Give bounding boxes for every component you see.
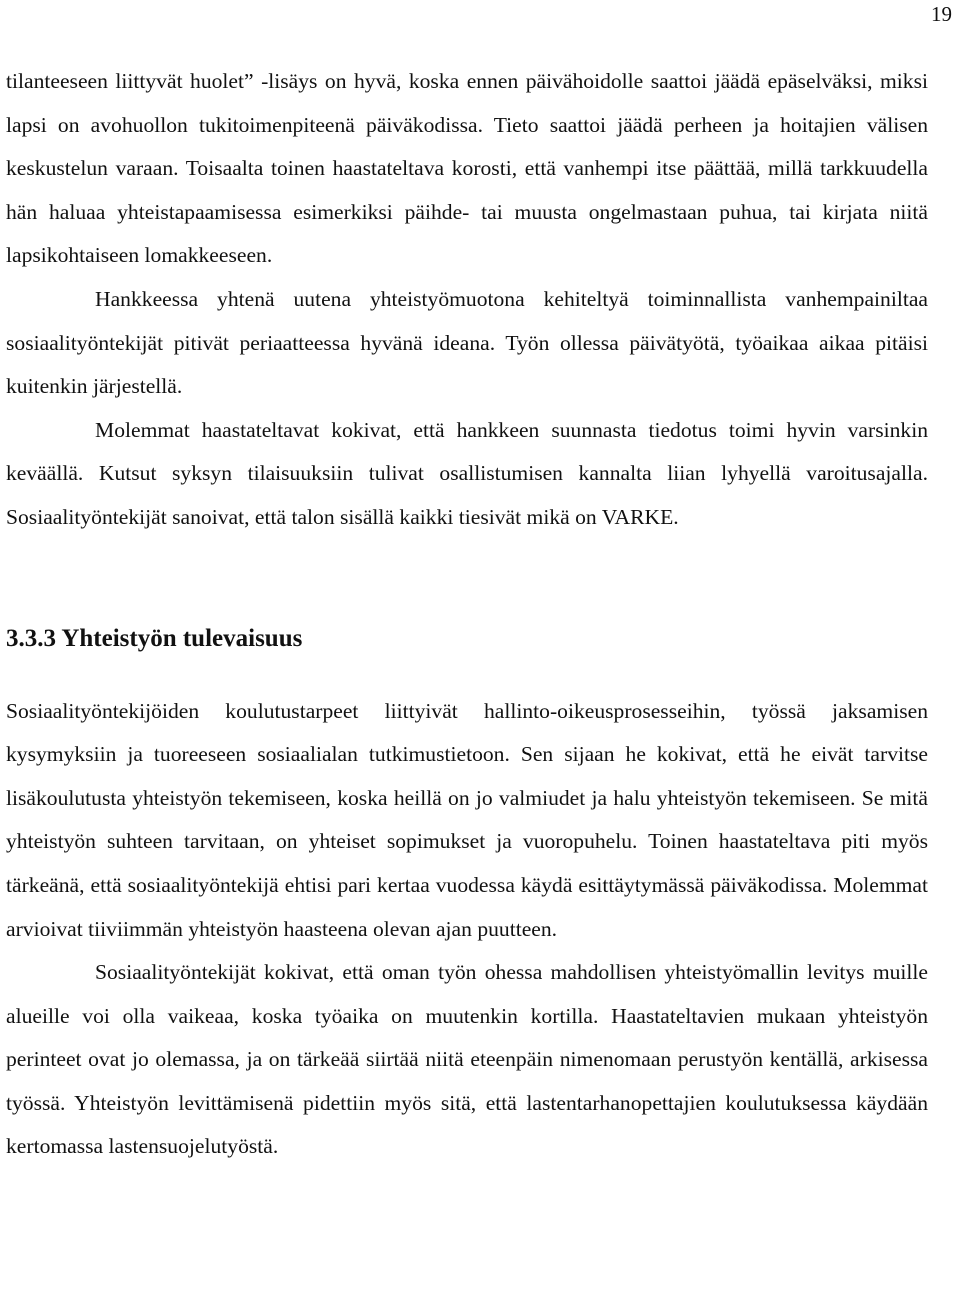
- document-body: [6, 60, 928, 1169]
- page-number: 19: [931, 2, 952, 26]
- paragraph: Sosiaalityöntekijät kokivat, että oman työn ohessa mahdollisen yhteistyömallin levitys muille alueille voi olla vaikeaa, koska työaika on muutenkin kortilla. Haastateltavien mukaan yhteistyön perinteet ovat jo olemassa, ja on tärkeää siirtää niitä eteenpäin nimenomaan perustyön kentällä, arkisessa työssä. Yhteistyön levittämisenä pidettiin myös sitä, että lastentarhanopettajien koulutuksessa käydään kertomassa lastensuojelutyöstä.: [6, 960, 928, 1159]
- paragraph: Sosiaalityöntekijöiden koulutustarpeet liittyivät hallinto-oikeusprosesseihin, työssä jaksamisen kysymyksiin ja tuoreeseen sosiaalialan tutkimustietoon. Sen sijaan he kokivat, että he eivät tarvitse lisäkoulutusta yhteistyön tekemiseen, koska heillä on jo valmiudet ja halu yhteistyön tekemiseen. Se mitä yhteistyön suhteen tarvitaan, on yhteiset sopimukset ja vuoropuhelu. Toinen haastateltava piti myös tärkeänä, että sosiaalityöntekijä ehtisi pari kertaa vuodessa käydä esittäytymässä päiväkodissa. Molemmat arvioivat tiiviimmän yhteistyön haasteena olevan ajan puutteen.: [6, 698, 928, 941]
- paragraph: Hankkeessa yhtenä uutena yhteistyömuotona kehiteltyä toiminnallista vanhempainiltaa sosiaalityöntekijät pitivät periaatteessa hyvänä ideana. Työn ollessa päivätyötä, työaikaa aikaa pitäisi kuitenkin järjestellä.: [6, 286, 928, 399]
- paragraph: Molemmat haastateltavat kokivat, että hankkeen suunnasta tiedotus toimi hyvin varsinkin keväällä. Kutsut syksyn tilaisuuksiin tulivat osallistumisen kannalta liian lyhyellä varoitusajalla. Sosiaalityöntekijät sanoivat, että talon sisällä kaikki tiesivät mikä on VARKE.: [6, 417, 928, 529]
- section-heading: 3.3.3 Yhteistyön tulevaisuus: [6, 624, 303, 652]
- paragraph: tilanteeseen liittyvät huolet” -lisäys on hyvä, koska ennen päivähoidolle saattoi jäädä epäselväksi, miksi lapsi on avohuollon tukitoimenpiteenä päiväkodissa. Tieto saattoi jäädä perheen ja hoitajien välisen keskustelun varaan. Toisaalta toinen haastateltava korosti, että vanhempi itse päättää, millä tarkkuudella hän haluaa yhteistapaamisessa esimerkiksi päihde- tai muusta ongelmastaan puhua, tai kirjata niitä lapsikohtaiseen lomakkeeseen.: [6, 69, 928, 268]
